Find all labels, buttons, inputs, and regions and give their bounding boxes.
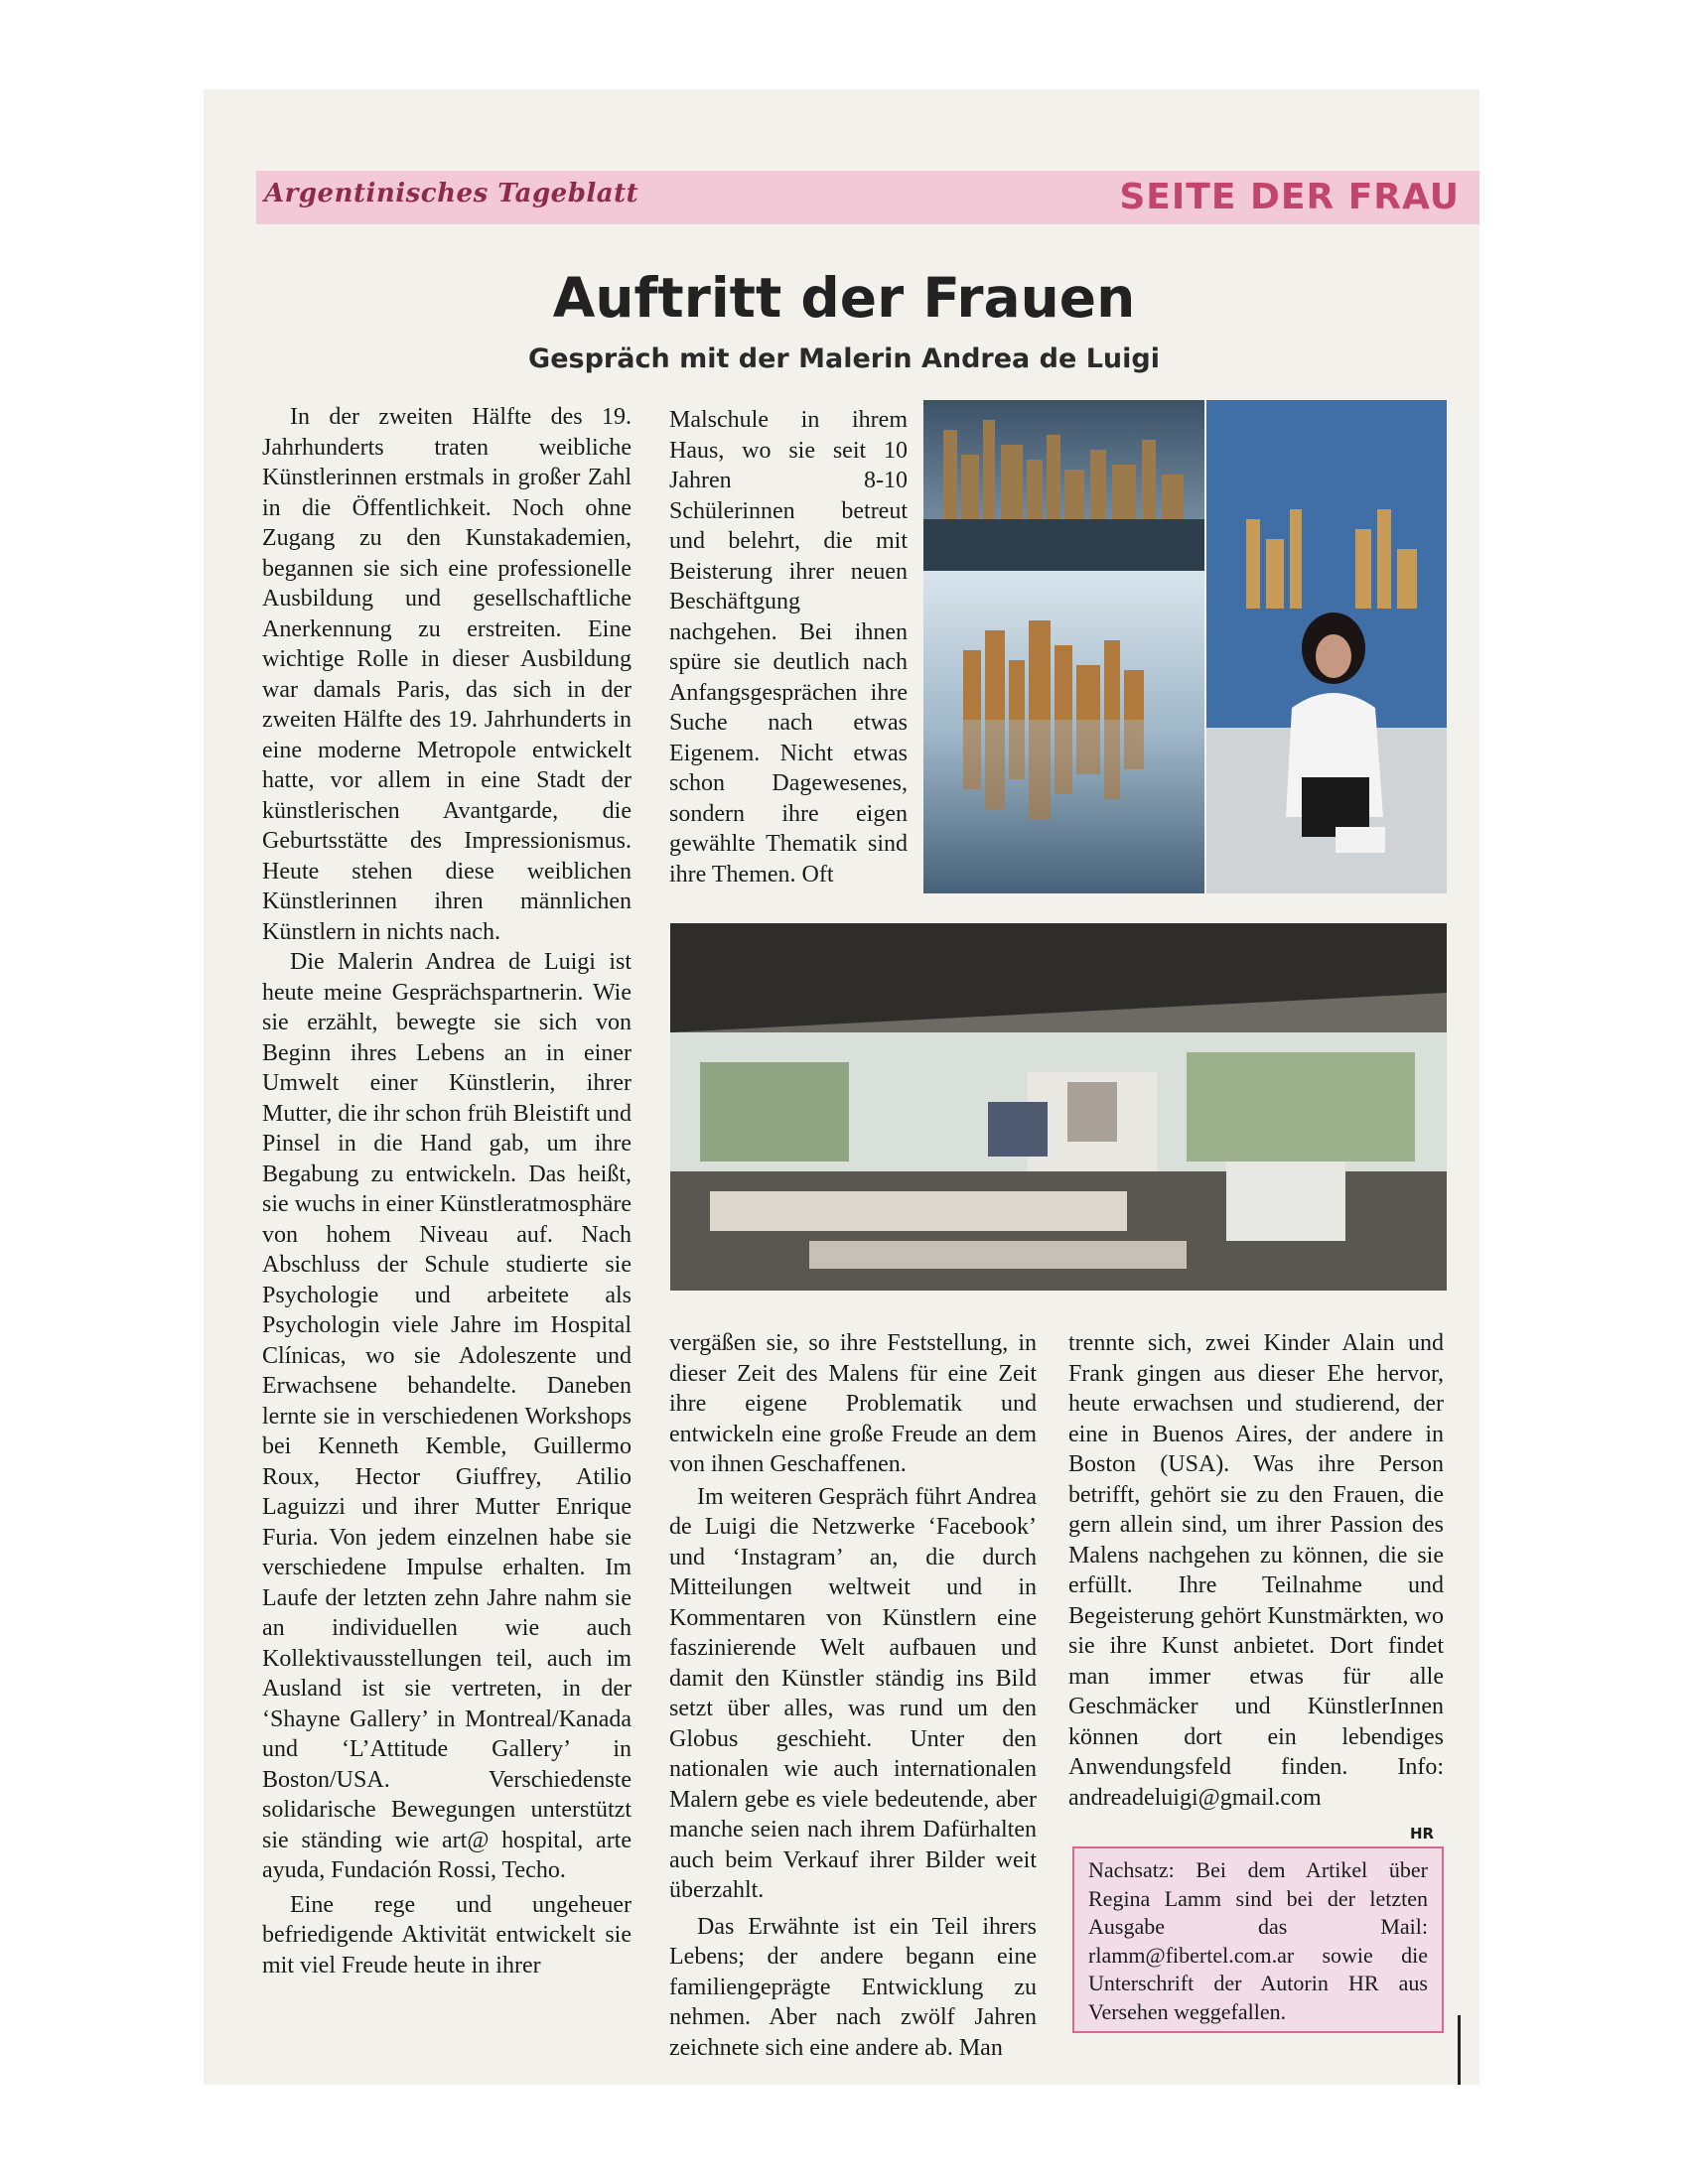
- article-paragraph: vergäßen sie, so ihre Feststellung, in dieser Zeit des Malens für eine Zeit ihre eigene Problematik und entwickeln eine große Freude an dem von ihnen Geschaffenen.: [669, 1330, 1037, 1477]
- reflected-skyline-painting-photo: [923, 571, 1204, 893]
- postscript-note-box: Nachsatz: Bei dem Artikel über Regina Lamm sind bei der letzten Ausgabe das Mail: rlamm@fibertel.com.ar sowie die Unterschrift der Autorin HR aus Versehen weggefallen.: [1072, 1846, 1444, 2033]
- studio-interior-photo: [670, 923, 1447, 1291]
- article-column-1: [262, 402, 632, 1980]
- article-subheadline: Gespräch mit der Malerin Andrea de Luigi: [528, 343, 1160, 374]
- article-column-2-bottom: [669, 1328, 1037, 2063]
- page-edge-mark: [1458, 2015, 1461, 2085]
- article-headline: Auftritt der Frauen: [552, 266, 1136, 330]
- article-paragraph: Malschule in ihrem Haus, wo sie seit 10 Jahren 8-10 Schülerinnen betreut und belehrt, die mit Beisterung ihrer neuen Beschäftgung nachgehen. Bei ihnen spüre sie deutlich nach Anfangsgesprächen ihre Suche nach etwas Eigenem. Nicht etwas schon Dagewesenes, sondern ihre eigen gewählte Thematik sind ihre Themen. Oft: [669, 407, 908, 887]
- artist-portrait-photo: [1206, 400, 1447, 893]
- article-paragraph: Eine rege und ungeheuer befriedigende Aktivität entwickelt sie mit viel Freude heute in ihrer: [262, 1891, 632, 1979]
- article-paragraph: Das Erwähnte ist ein Teil ihrers Lebens; der andere begann eine familiengeprägte Entwicklung zu nehmen. Aber nach zwölf Jahren zeichnete sich eine andere ab. Man: [669, 1913, 1037, 2061]
- article-paragraph: In der zweiten Hälfte des 19. Jahrhunderts traten weibliche Künstlerinnen erstmals in großer Zahl in die Öffentlichkeit. Noch ohne Zugang zu den Kunstakademien, begannen sie sich eine professionelle Ausbildung und gesellschaftliche Anerkennung zu erstreiten. Eine wichtige Rolle in dieser Ausbildung war damals Paris, das sich in der zweiten Hälfte des 19. Jahrhunderts in eine moderne Metropole entwickelt hatte, vor allem in eine Stadt der künstlerischen Avantgarde, die Geburtsstätte des Impressionismus. Heute stehen diese weiblichen Künstlerinnen ihren männlichen Künstlern in nichts nach.: [262, 404, 632, 945]
- article-paragraph: Die Malerin Andrea de Luigi ist heute meine Gesprächspartnerin. Wie sie erzählt, bewegte sie sich von Beginn ihres Lebens an in einer Umwelt einer Künstlerin, ihrer Mutter, die ihr schon früh Bleistift und Pinsel in die Hand gab, um ihre Begabung zu entwickeln. Das heißt, sie wuchs in einer Künstleratmosphäre von hohem Niveau auf. Nach Abschluss der Schule studierte sie Psychologie und arbeitete als Psychologin viele Jahre im Hospital Clínicas, wo sie Adoleszente und Erwachsene behandelte. Daneben lernte sie in verschiedenen Workshops bei Kenneth Kemble, Guillermo Roux, Hector Giuffrey, Atilio Laguizzi und ihrer Mutter Enrique Furia. Von jedem einzelnen habe sie verschiedene Impulse erhalten. Im Laufe der letzten zehn Jahre nahm sie an individuellen wie auch Kollektivausstellungen teil, auch im Ausland ist sie vertreten, in der ‘Shayne Gallery’ in Montreal/Kanada und ‘L’Attitude Gallery’ in Boston/USA. Verschiedenste solidarische Bewegungen unterstützt sie ständing wie art@ hospital, arte ayuda, Fundación Rossi, Techo.: [262, 949, 632, 1883]
- author-signature: HR: [1410, 1825, 1435, 1843]
- skyline-painting-photo: [923, 400, 1204, 571]
- article-column-3: [1068, 1328, 1444, 1813]
- article-paragraph: trennte sich, zwei Kinder Alain und Frank gingen aus dieser Ehe hervor, heute erwachsen und studierend, der eine in Buenos Aires, der andere in Boston (USA). Was ihre Person betrifft, gehört sie zu den Frauen, die gern allein sind, um ihrer Passion des Malens nachgehen zu können, die sie erfüllt. Ihre Teilnahme und Begeisterung gehört Kunstmärkten, wo sie ihre Kunst anbietet. Dort findet man immer etwas für alle Geschmäcker und KünstlerInnen können dort ein lebendiges Anwendungsfeld finden. Info: andreadeluigi@gmail.com: [1068, 1330, 1444, 1811]
- section-title: SEITE DER FRAU: [1119, 177, 1460, 217]
- article-column-2-top: [669, 405, 908, 889]
- newspaper-masthead: Argentinisches Tageblatt: [264, 179, 639, 208]
- article-paragraph: Im weiteren Gespräch führt Andrea de Luigi die Netzwerke ‘Facebook’ und ‘Instagram’ an, die durch Mitteilungen weltweit und in Kommentaren von Künstlern eine faszinierende Welt aufbauen und damit den Künstler ständig ins Bild setzt über alles, was rund um den Globus geschieht. Unter den nationalen wie auch internationalen Malern gebe es viele bedeutende, aber manche seien nach ihrem Dafürhalten auch beim Verkauf ihrer Bilder weit überzahlt.: [669, 1483, 1037, 1903]
